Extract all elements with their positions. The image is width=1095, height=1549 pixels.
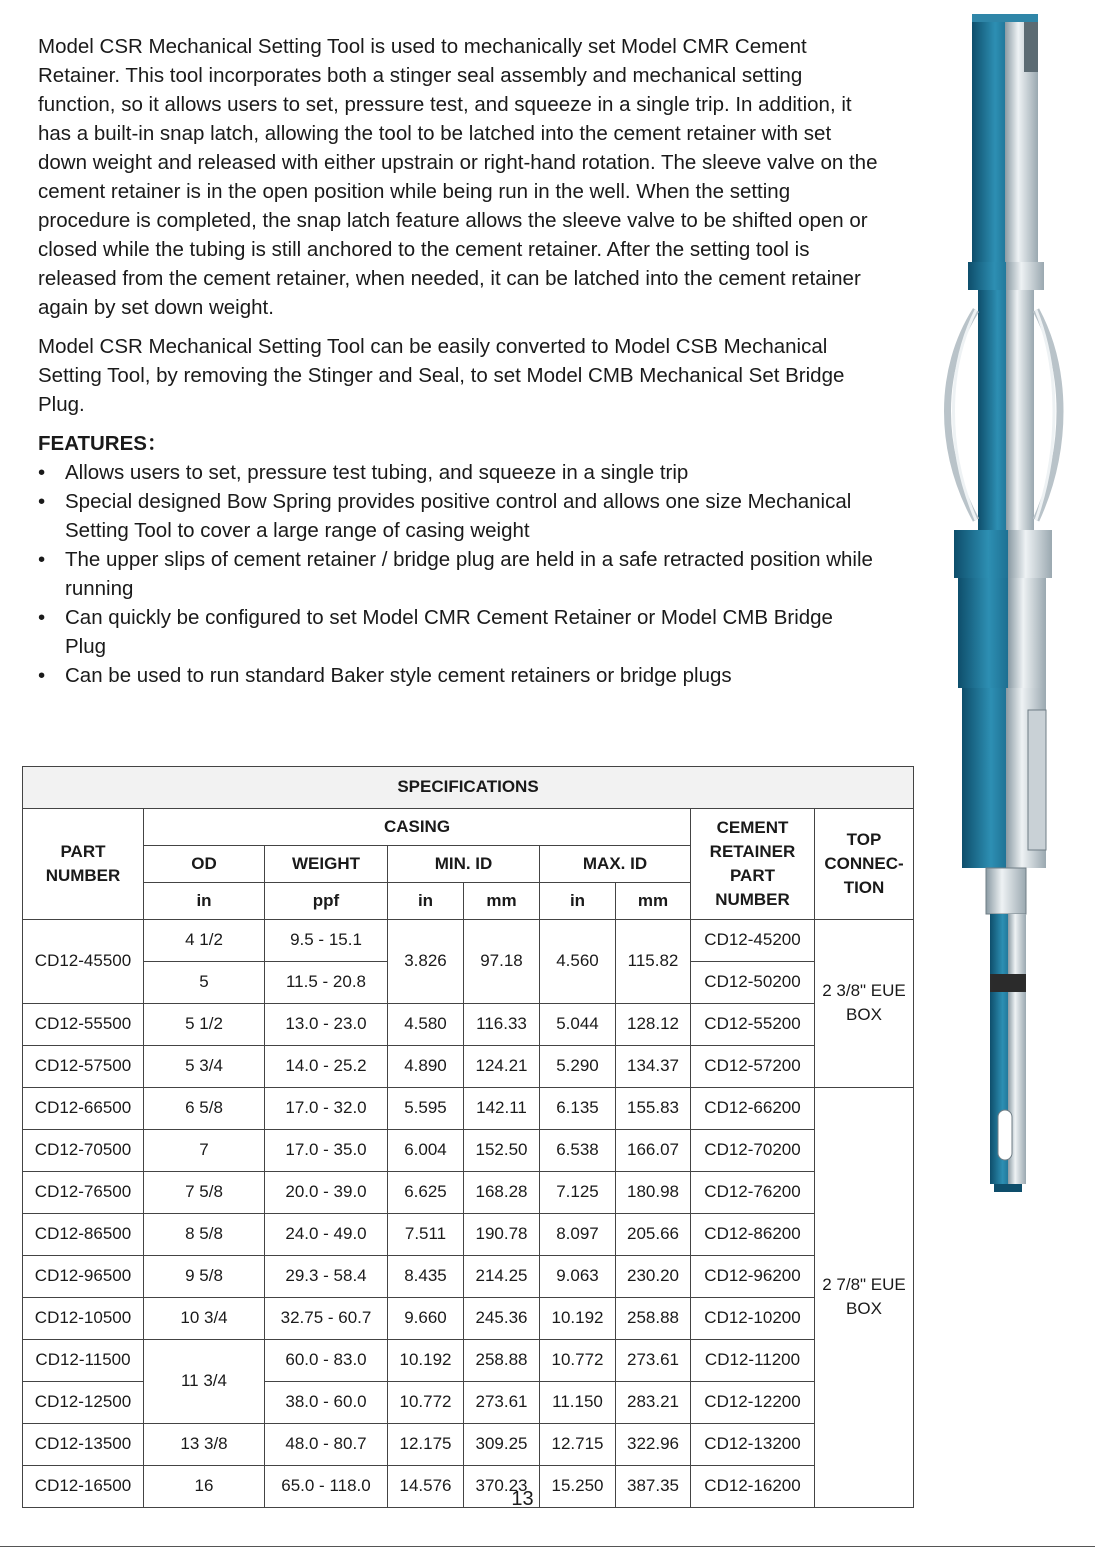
retainer-cell: CD12-13200 <box>691 1423 815 1465</box>
retainer-cell: CD12-10200 <box>691 1297 815 1339</box>
part-number-cell: CD12-66500 <box>23 1087 144 1129</box>
min-id-in-cell: 9.660 <box>388 1297 464 1339</box>
unit-ppf: ppf <box>265 882 388 919</box>
table-row <box>23 1423 914 1465</box>
max-id-in-cell: 15.250 <box>540 1465 616 1507</box>
table-row <box>23 1339 914 1381</box>
min-id-mm-cell: 370.23 <box>464 1465 540 1507</box>
max-id-mm-cell: 258.88 <box>616 1297 691 1339</box>
weight-cell: 24.0 - 49.0 <box>265 1213 388 1255</box>
weight-cell: 65.0 - 118.0 <box>265 1465 388 1507</box>
unit-mm: mm <box>464 882 540 919</box>
min-id-mm-cell: 245.36 <box>464 1297 540 1339</box>
unit-mm: mm <box>616 882 691 919</box>
top-connection-cell: 2 7/8" EUE BOX <box>815 1087 914 1507</box>
retainer-cell: CD12-55200 <box>691 1003 815 1045</box>
od-cell: 4 1/2 <box>144 919 265 961</box>
od-cell: 5 <box>144 961 265 1003</box>
max-id-mm-cell: 134.37 <box>616 1045 691 1087</box>
feature-item: • Allows users to set, pressure test tubing, and squeeze in a single trip <box>38 458 878 487</box>
min-id-mm-cell: 116.33 <box>464 1003 540 1045</box>
od-cell: 5 1/2 <box>144 1003 265 1045</box>
weight-header: WEIGHT <box>265 845 388 882</box>
feature-item: • Can quickly be configured to set Model CMR Cement Retainer or Model CMB Bridge Plug <box>38 603 878 661</box>
min-id-in-cell: 10.772 <box>388 1381 464 1423</box>
top-connection-cell: 2 3/8" EUE BOX <box>815 919 914 1087</box>
top-connection-header: TOP CONNEC- TION <box>815 808 914 919</box>
min-id-in-cell: 4.890 <box>388 1045 464 1087</box>
weight-cell: 48.0 - 80.7 <box>265 1423 388 1465</box>
min-id-mm-cell: 124.21 <box>464 1045 540 1087</box>
retainer-cell: CD12-86200 <box>691 1213 815 1255</box>
weight-cell: 32.75 - 60.7 <box>265 1297 388 1339</box>
retainer-cell: CD12-16200 <box>691 1465 815 1507</box>
max-id-in-cell: 11.150 <box>540 1381 616 1423</box>
max-id-in-cell: 4.560 <box>540 919 616 1003</box>
feature-item: • The upper slips of cement retainer / bridge plug are held in a safe retracted position while running <box>38 545 878 603</box>
min-id-mm-cell: 273.61 <box>464 1381 540 1423</box>
weight-cell: 38.0 - 60.0 <box>265 1381 388 1423</box>
weight-cell: 11.5 - 20.8 <box>265 961 388 1003</box>
max-id-mm-cell: 128.12 <box>616 1003 691 1045</box>
intro-paragraph-1: Model CSR Mechanical Setting Tool is used to mechanically set Model CMR Cement Retainer. This tool incorporates both a stinger seal assembly and mechanical setting function, so it allows users to set, pressure test, and squeeze in a single trip. In addition, it has a built-in snap latch, allowing the tool to be latched into the cement retainer with set down weight and released with either upstrain or right-hand rotation. The sleeve valve on the cement retainer is in the open position while being run in the well. When the setting procedure is completed, the snap latch feature allows the sleeve valve to be shifted open or closed while the tubing is still anchored to the cement retainer. After the setting tool is released from the cement retainer, when needed, it can be latched into the cement retainer again by set down weight. <box>38 35 878 319</box>
table-row <box>23 1255 914 1297</box>
mechanical-setting-tool-illustration <box>928 10 1078 1195</box>
min-id-mm-cell: 258.88 <box>464 1339 540 1381</box>
min-id-header: MIN. ID <box>388 845 540 882</box>
table-row <box>23 1045 914 1087</box>
part-number-cell: CD12-16500 <box>23 1465 144 1507</box>
intro-paragraph-2: Model CSR Mechanical Setting Tool can be easily converted to Model CSB Mechanical Setting Tool, by removing the Stinger and Seal, to set Model CMB Mechanical Set Bridge Plug. <box>38 335 845 416</box>
unit-in: in <box>388 882 464 919</box>
part-number-cell: CD12-96500 <box>23 1255 144 1297</box>
max-id-mm-cell: 283.21 <box>616 1381 691 1423</box>
unit-in: in <box>540 882 616 919</box>
part-number-cell: CD12-86500 <box>23 1213 144 1255</box>
page-number: 13 <box>511 1488 534 1510</box>
max-id-mm-cell: 115.82 <box>616 919 691 1003</box>
od-cell: 8 5/8 <box>144 1213 265 1255</box>
min-id-in-cell: 8.435 <box>388 1255 464 1297</box>
min-id-mm-cell: 214.25 <box>464 1255 540 1297</box>
intro-text <box>38 32 878 690</box>
min-id-in-cell: 7.511 <box>388 1213 464 1255</box>
max-id-mm-cell: 322.96 <box>616 1423 691 1465</box>
min-id-in-cell: 5.595 <box>388 1087 464 1129</box>
table-row <box>23 1297 914 1339</box>
retainer-cell: CD12-76200 <box>691 1171 815 1213</box>
max-id-mm-cell: 273.61 <box>616 1339 691 1381</box>
table-row <box>23 1213 914 1255</box>
min-id-in-cell: 3.826 <box>388 919 464 1003</box>
part-number-cell: CD12-70500 <box>23 1129 144 1171</box>
retainer-cell: CD12-45200 <box>691 919 815 961</box>
table-row <box>23 919 914 961</box>
feature-item: • Can be used to run standard Baker style cement retainers or bridge plugs <box>38 661 878 690</box>
max-id-in-cell: 6.135 <box>540 1087 616 1129</box>
min-id-in-cell: 6.625 <box>388 1171 464 1213</box>
max-id-mm-cell: 180.98 <box>616 1171 691 1213</box>
od-cell: 10 3/4 <box>144 1297 265 1339</box>
max-id-in-cell: 5.044 <box>540 1003 616 1045</box>
min-id-in-cell: 14.576 <box>388 1465 464 1507</box>
unit-in: in <box>144 882 265 919</box>
retainer-cell: CD12-96200 <box>691 1255 815 1297</box>
part-number-cell: CD12-45500 <box>23 919 144 1003</box>
min-id-in-cell: 10.192 <box>388 1339 464 1381</box>
casing-header: CASING <box>144 808 691 845</box>
part-number-cell: CD12-13500 <box>23 1423 144 1465</box>
retainer-cell: CD12-50200 <box>691 961 815 1003</box>
weight-cell: 60.0 - 83.0 <box>265 1339 388 1381</box>
min-id-mm-cell: 97.18 <box>464 919 540 1003</box>
max-id-in-cell: 10.192 <box>540 1297 616 1339</box>
retainer-cell: CD12-66200 <box>691 1087 815 1129</box>
min-id-mm-cell: 190.78 <box>464 1213 540 1255</box>
min-id-mm-cell: 152.50 <box>464 1129 540 1171</box>
od-cell: 9 5/8 <box>144 1255 265 1297</box>
weight-cell: 17.0 - 35.0 <box>265 1129 388 1171</box>
weight-cell: 17.0 - 32.0 <box>265 1087 388 1129</box>
table-row <box>23 1003 914 1045</box>
od-cell: 7 5/8 <box>144 1171 265 1213</box>
features-list <box>38 458 878 690</box>
weight-cell: 9.5 - 15.1 <box>265 919 388 961</box>
od-header: OD <box>144 845 265 882</box>
min-id-mm-cell: 309.25 <box>464 1423 540 1465</box>
part-number-cell: CD12-57500 <box>23 1045 144 1087</box>
max-id-mm-cell: 230.20 <box>616 1255 691 1297</box>
weight-cell: 20.0 - 39.0 <box>265 1171 388 1213</box>
min-id-mm-cell: 168.28 <box>464 1171 540 1213</box>
table-row <box>23 1129 914 1171</box>
weight-cell: 13.0 - 23.0 <box>265 1003 388 1045</box>
part-number-cell: CD12-55500 <box>23 1003 144 1045</box>
min-id-in-cell: 6.004 <box>388 1129 464 1171</box>
od-cell: 5 3/4 <box>144 1045 265 1087</box>
table-row <box>23 1171 914 1213</box>
max-id-in-cell: 5.290 <box>540 1045 616 1087</box>
table-row <box>23 1087 914 1129</box>
retainer-cell: CD12-70200 <box>691 1129 815 1171</box>
max-id-header: MAX. ID <box>540 845 691 882</box>
od-cell: 7 <box>144 1129 265 1171</box>
max-id-in-cell: 12.715 <box>540 1423 616 1465</box>
part-number-cell: CD12-10500 <box>23 1297 144 1339</box>
od-cell: 16 <box>144 1465 265 1507</box>
min-id-in-cell: 4.580 <box>388 1003 464 1045</box>
retainer-cell: CD12-11200 <box>691 1339 815 1381</box>
weight-cell: 14.0 - 25.2 <box>265 1045 388 1087</box>
part-number-cell: CD12-76500 <box>23 1171 144 1213</box>
min-id-mm-cell: 142.11 <box>464 1087 540 1129</box>
retainer-cell: CD12-12200 <box>691 1381 815 1423</box>
weight-cell: 29.3 - 58.4 <box>265 1255 388 1297</box>
max-id-in-cell: 10.772 <box>540 1339 616 1381</box>
part-number-cell: CD12-12500 <box>23 1381 144 1423</box>
max-id-in-cell: 8.097 <box>540 1213 616 1255</box>
part-number-cell: CD12-11500 <box>23 1339 144 1381</box>
retainer-cell: CD12-57200 <box>691 1045 815 1087</box>
specifications-table <box>22 724 914 1508</box>
part-number-header: PART NUMBER <box>23 808 144 919</box>
max-id-mm-cell: 205.66 <box>616 1213 691 1255</box>
features-heading: FEATURES： <box>38 432 168 455</box>
max-id-in-cell: 9.063 <box>540 1255 616 1297</box>
specifications-title: SPECIFICATIONS <box>23 766 914 808</box>
max-id-mm-cell: 387.35 <box>616 1465 691 1507</box>
max-id-mm-cell: 166.07 <box>616 1129 691 1171</box>
od-cell: 13 3/8 <box>144 1423 265 1465</box>
footer-divider <box>0 1546 1095 1547</box>
min-id-in-cell: 12.175 <box>388 1423 464 1465</box>
max-id-in-cell: 6.538 <box>540 1129 616 1171</box>
max-id-in-cell: 7.125 <box>540 1171 616 1213</box>
od-cell: 11 3/4 <box>144 1339 265 1423</box>
feature-item: • Special designed Bow Spring provides positive control and allows one size Mechanical Setting Tool to cover a large range of casing weight <box>38 487 878 545</box>
max-id-mm-cell: 155.83 <box>616 1087 691 1129</box>
od-cell: 6 5/8 <box>144 1087 265 1129</box>
cement-retainer-header: CEMENT RETAINER PART NUMBER <box>691 808 815 919</box>
